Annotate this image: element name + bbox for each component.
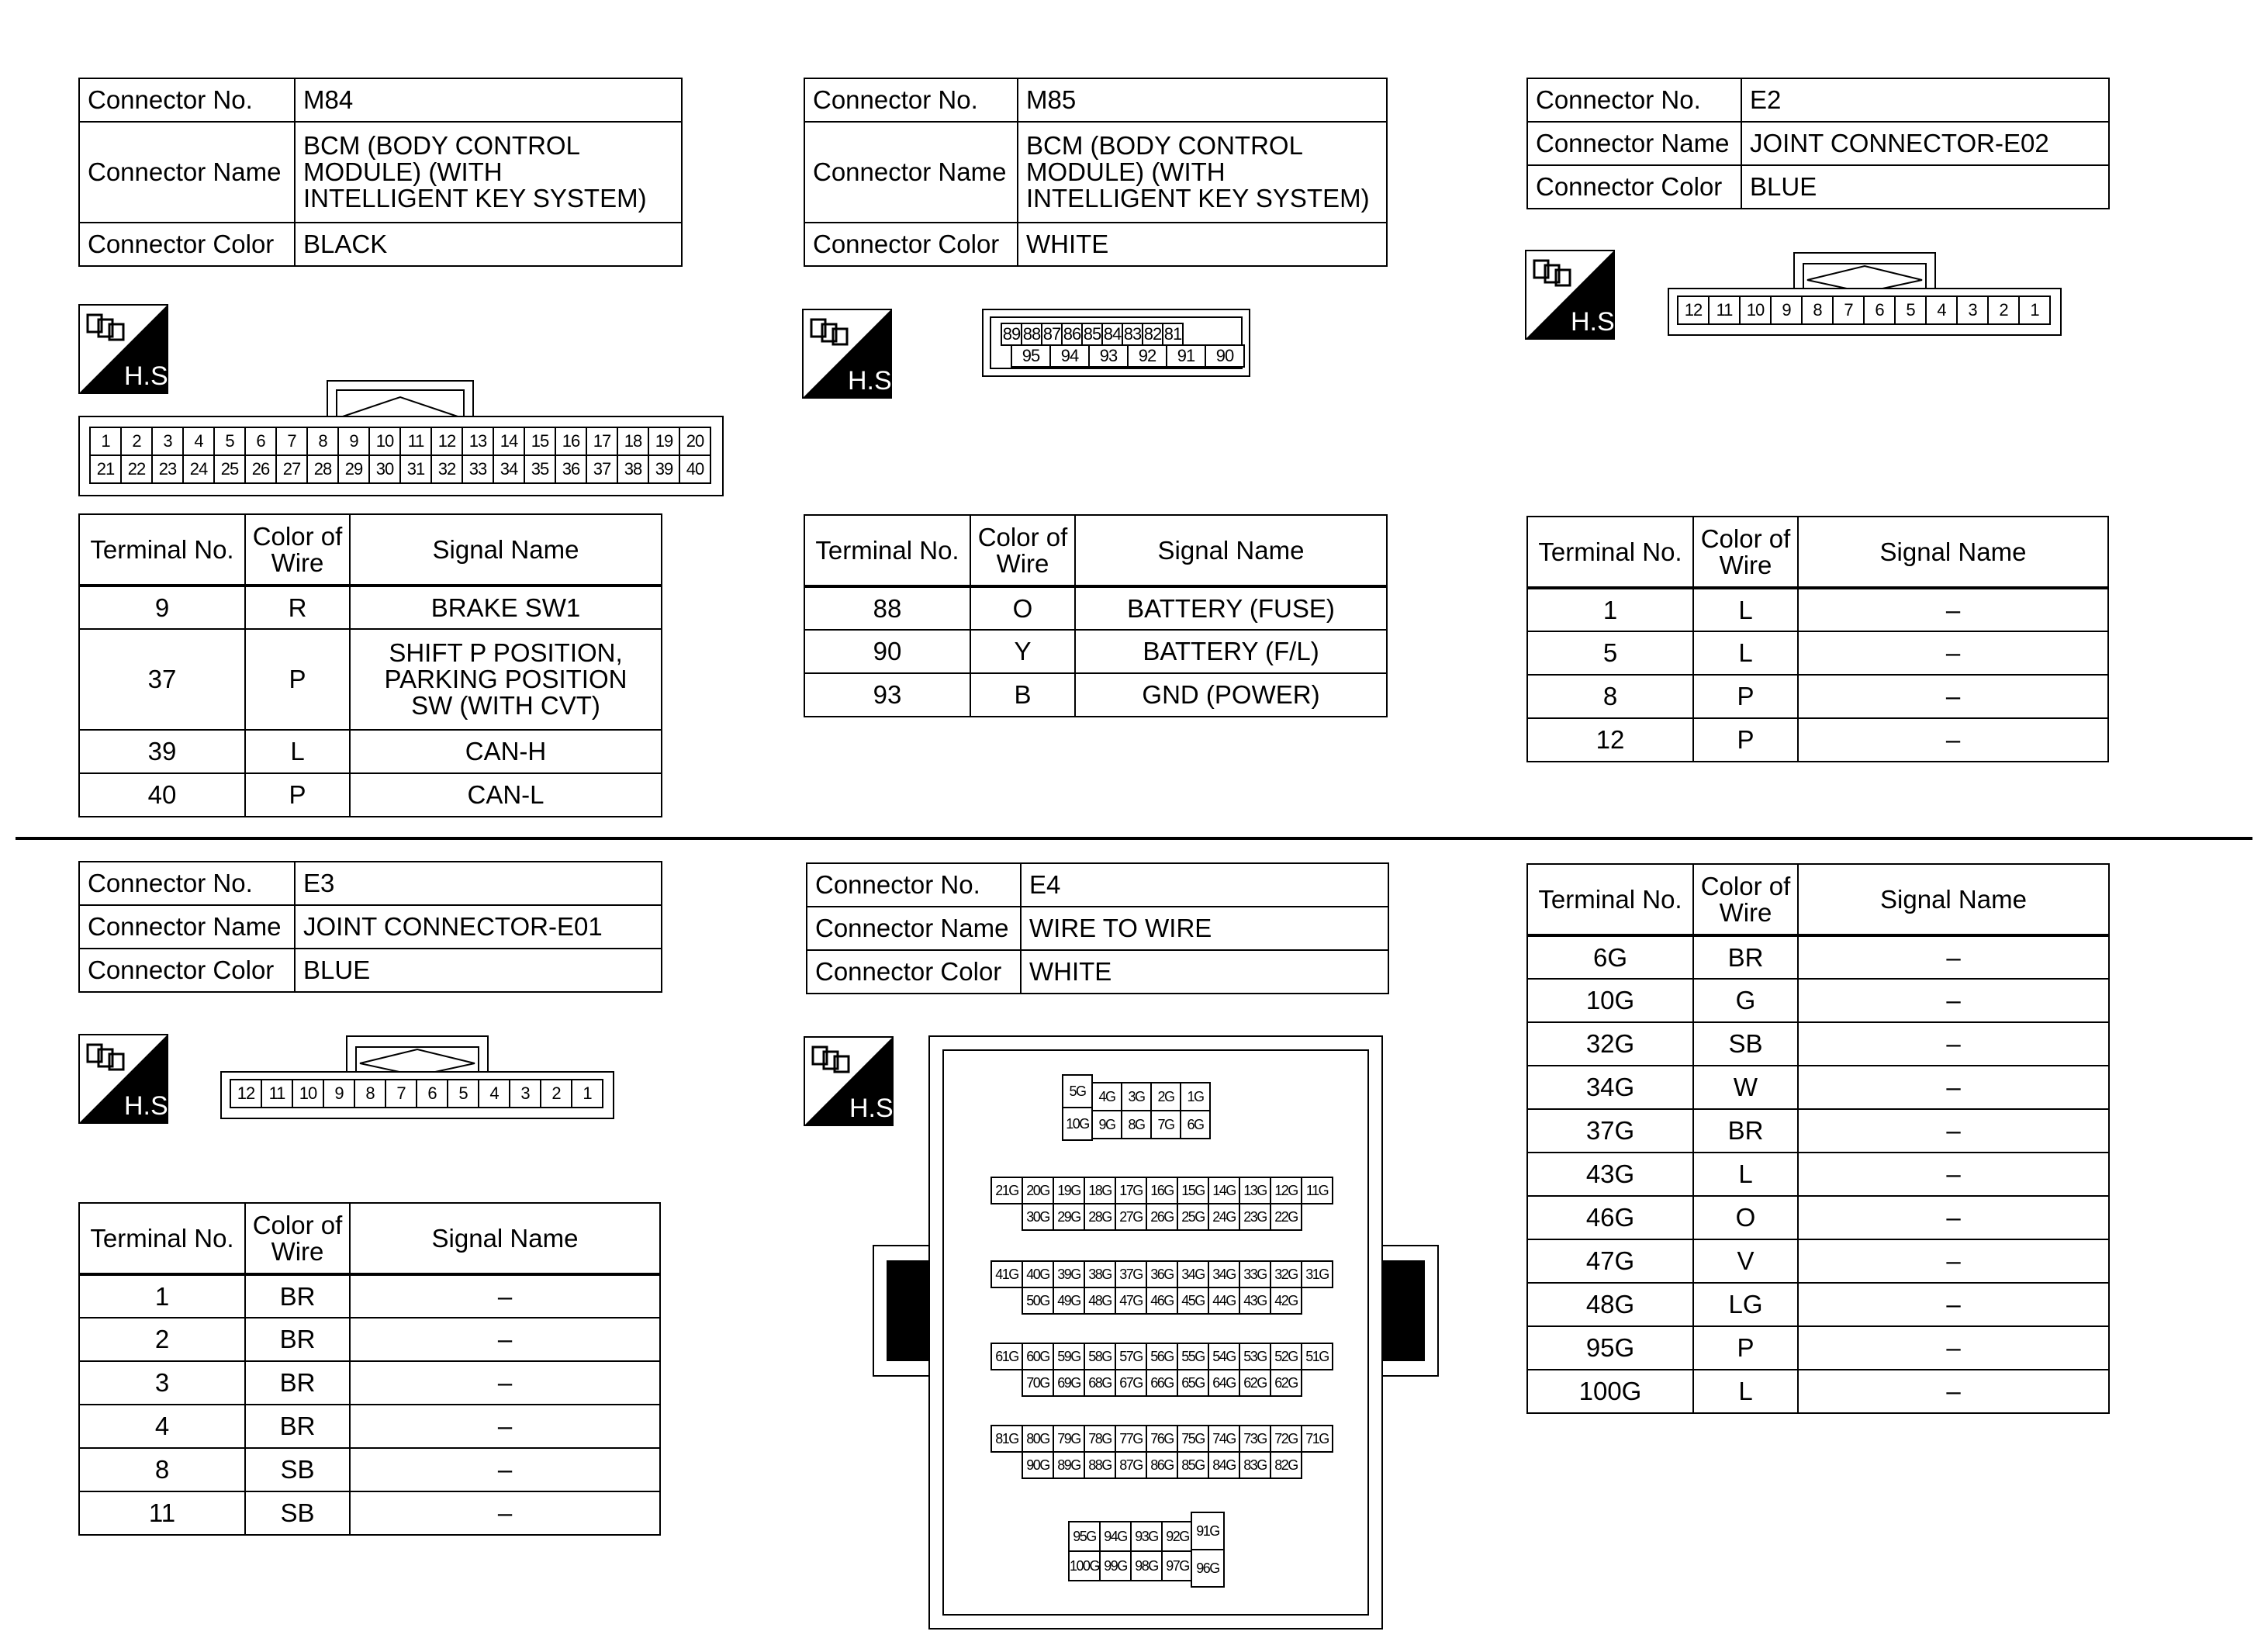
pin-33: 33 <box>462 454 494 484</box>
pin-37G: 37G <box>1115 1260 1147 1288</box>
pin-20G: 20G <box>1022 1177 1054 1204</box>
pin-81: 81 <box>1162 323 1184 346</box>
pin-97G: 97G <box>1161 1550 1194 1581</box>
pin-18G: 18G <box>1084 1177 1116 1204</box>
connector-name-value: BCM (BODY CONTROL MODULE) (WITH INTELLIGENT KEY SYSTEM) <box>295 122 682 223</box>
pin-94G: 94G <box>1099 1521 1132 1552</box>
pin-15G: 15G <box>1177 1177 1209 1204</box>
pin-8: 8 <box>354 1079 386 1108</box>
connector-name-label: Connector Name <box>79 122 295 223</box>
pin-83: 83 <box>1122 323 1143 346</box>
pin-29G: 29G <box>1053 1203 1085 1231</box>
pin-24G: 24G <box>1208 1203 1240 1231</box>
pin-3G: 3G <box>1121 1082 1152 1111</box>
side-tab-right <box>1377 1260 1425 1361</box>
table-row: 12 P – <box>1527 718 2108 762</box>
hs-icon <box>802 309 900 399</box>
pin-90G: 90G <box>1022 1451 1054 1479</box>
pin-12: 12 <box>430 427 463 456</box>
pin-11G: 11G <box>1301 1177 1333 1204</box>
pin-25G: 25G <box>1177 1203 1209 1231</box>
pin-40G: 40G <box>1022 1260 1054 1288</box>
pin-57G: 57G <box>1115 1343 1147 1370</box>
pin-3: 3 <box>151 427 184 456</box>
pin-4G: 4G <box>1091 1082 1122 1111</box>
section-divider <box>16 837 2252 840</box>
pin-7G: 7G <box>1150 1110 1181 1139</box>
pin-27G: 27G <box>1115 1203 1147 1231</box>
pin-8G: 8G <box>1121 1110 1152 1139</box>
table-row: 8 P – <box>1527 675 2108 718</box>
pin-72G: 72G <box>1270 1425 1302 1453</box>
pin-87G: 87G <box>1115 1451 1147 1479</box>
table-row: 43G L – <box>1527 1153 2109 1196</box>
connector-face-e3 <box>220 1035 614 1119</box>
pin-42G: 42G <box>1270 1287 1302 1315</box>
pin-89G: 89G <box>1053 1451 1085 1479</box>
table-row: 88 O BATTERY (FUSE) <box>804 586 1387 630</box>
pin-60G: 60G <box>1022 1343 1054 1370</box>
terminal-table-m85: Terminal No. Color of Wire Signal Name 88 O BATTERY (FUSE) 90 Y BATTERY (F/L) 93 B GND (POWER) <box>804 514 1388 717</box>
pin-6G: 6G <box>1180 1110 1211 1139</box>
pin-29: 29 <box>337 454 370 484</box>
pin-81G: 81G <box>990 1425 1023 1453</box>
signal-name-header: Signal Name <box>350 514 662 586</box>
table-row: 47G V – <box>1527 1239 2109 1283</box>
pin-50G: 50G <box>1022 1287 1054 1315</box>
pin-92: 92 <box>1127 344 1167 368</box>
connector-face-m84 <box>78 380 724 496</box>
pin-25: 25 <box>213 454 246 484</box>
pin-10: 10 <box>368 427 401 456</box>
pin-79G: 79G <box>1053 1425 1085 1453</box>
table-row: 95G P – <box>1527 1326 2109 1370</box>
connector-color-value: BLUE <box>295 949 662 992</box>
pin-91G: 91G <box>1191 1512 1225 1550</box>
table-row: 37G BR – <box>1527 1109 2109 1153</box>
pin-7: 7 <box>275 427 308 456</box>
pin-16: 16 <box>555 427 587 456</box>
pin-24: 24 <box>182 454 215 484</box>
pin-40: 40 <box>679 454 711 484</box>
pin-36: 36 <box>555 454 587 484</box>
pin-2G: 2G <box>1150 1082 1181 1111</box>
pin-9: 9 <box>323 1079 355 1108</box>
connector-info-m84 <box>78 78 683 267</box>
pin-15: 15 <box>524 427 556 456</box>
connector-no-value: M85 <box>1018 78 1387 122</box>
pin-21G: 21G <box>990 1177 1023 1204</box>
table-row: 5 L – <box>1527 631 2108 675</box>
pin-87: 87 <box>1041 323 1063 346</box>
pin-14: 14 <box>493 427 525 456</box>
table-row: 4 BR – <box>79 1405 660 1448</box>
table-row: 1 L – <box>1527 588 2108 631</box>
pin-65G: 65G <box>1177 1369 1209 1397</box>
table-row: 34G W – <box>1527 1066 2109 1109</box>
hs-icon <box>78 1034 176 1124</box>
pin-13: 13 <box>462 427 494 456</box>
table-row: 40 P CAN-L <box>79 773 662 817</box>
pin-84: 84 <box>1101 323 1123 346</box>
pin-39G: 39G <box>1053 1260 1085 1288</box>
terminal-table-m84 <box>78 513 662 817</box>
connector-color-label: Connector Color <box>79 223 295 266</box>
hs-icon <box>1525 250 1623 340</box>
pin-51G: 51G <box>1301 1343 1333 1370</box>
table-row: 11 SB – <box>79 1491 660 1535</box>
connector-face-e4 <box>873 1035 1439 1630</box>
pin-99G: 99G <box>1099 1550 1132 1581</box>
table-row: 32G SB – <box>1527 1022 2109 1066</box>
pin-55G: 55G <box>1177 1343 1209 1370</box>
pin-74G: 74G <box>1208 1425 1240 1453</box>
pin-8: 8 <box>306 427 339 456</box>
pin-9G: 9G <box>1091 1110 1122 1139</box>
pin-2: 2 <box>1987 295 2020 325</box>
pin-20: 20 <box>679 427 711 456</box>
pin-34G: 34G <box>1177 1260 1209 1288</box>
pin-82G: 82G <box>1270 1451 1302 1479</box>
terminal-no-header: Terminal No. <box>79 514 245 586</box>
pin-41G: 41G <box>990 1260 1023 1288</box>
pin-68G: 68G <box>1084 1369 1116 1397</box>
connector-color-value: BLUE <box>1741 165 2109 209</box>
pin-83G: 83G <box>1239 1451 1271 1479</box>
pin-10: 10 <box>292 1079 324 1108</box>
pin-19: 19 <box>648 427 680 456</box>
pin-1: 1 <box>89 427 122 456</box>
pin-93G: 93G <box>1130 1521 1163 1552</box>
svg-text:H.S.: H.S. <box>849 1094 901 1123</box>
connector-name-value: BCM (BODY CONTROL MODULE) (WITH INTELLIGENT KEY SYSTEM) <box>1018 122 1387 223</box>
pin-12: 12 <box>230 1079 262 1108</box>
terminal-table-e2: Terminal No. Color of Wire Signal Name 1 L – 5 L – 8 P – 12 P – <box>1526 516 2109 762</box>
pin-88: 88 <box>1021 323 1042 346</box>
pin-6: 6 <box>244 427 277 456</box>
table-row: 48G LG – <box>1527 1283 2109 1326</box>
pin-66G: 66G <box>1146 1369 1178 1397</box>
connector-no-label: Connector No. <box>79 78 295 122</box>
connector-info-e3: Connector No. E3 Connector Name JOINT CONNECTOR-E01 Connector Color BLUE <box>78 861 662 993</box>
pin-58G: 58G <box>1084 1343 1116 1370</box>
pin-33G: 33G <box>1239 1260 1271 1288</box>
svg-text:H.S.: H.S. <box>847 366 900 396</box>
pin-90: 90 <box>1205 344 1245 368</box>
pin-17: 17 <box>586 427 618 456</box>
pin-21: 21 <box>89 454 122 484</box>
pin-10G: 10G <box>1062 1107 1093 1141</box>
pin-48G: 48G <box>1084 1287 1116 1315</box>
pin-52G: 52G <box>1270 1343 1302 1370</box>
pin-34: 34 <box>493 454 525 484</box>
table-row: 6G BR – <box>1527 935 2109 979</box>
connector-no-value: E3 <box>295 862 662 905</box>
side-tab-left <box>887 1260 935 1361</box>
connector-color-value: WHITE <box>1018 223 1387 266</box>
pin-69G: 69G <box>1053 1369 1085 1397</box>
table-row: 3 BR – <box>79 1361 660 1405</box>
pin-43G: 43G <box>1239 1287 1271 1315</box>
pin-5G: 5G <box>1062 1074 1093 1108</box>
table-row: 10G G – <box>1527 979 2109 1022</box>
table-row: 93 B GND (POWER) <box>804 673 1387 717</box>
pin-100G: 100G <box>1068 1550 1101 1581</box>
pin-45G: 45G <box>1177 1287 1209 1315</box>
pin-70G: 70G <box>1022 1369 1054 1397</box>
pin-62G: 62G <box>1270 1369 1302 1397</box>
table-row: 8 SB – <box>79 1448 660 1491</box>
pin-61G: 61G <box>990 1343 1023 1370</box>
svg-text:H.S.: H.S. <box>123 1091 176 1121</box>
table-row: 2 BR – <box>79 1318 660 1361</box>
table-row: 1 BR – <box>79 1274 660 1318</box>
pin-85G: 85G <box>1177 1451 1209 1479</box>
pin-8: 8 <box>1801 295 1834 325</box>
pin-17G: 17G <box>1115 1177 1147 1204</box>
pin-23G: 23G <box>1239 1203 1271 1231</box>
pin-37: 37 <box>586 454 618 484</box>
pin-39: 39 <box>648 454 680 484</box>
color-of-wire-header: Color of Wire <box>245 514 350 586</box>
pin-6: 6 <box>1863 295 1896 325</box>
pin-1G: 1G <box>1180 1082 1211 1111</box>
pin-1: 1 <box>2018 295 2051 325</box>
connector-info-m85: Connector No. M85 Connector Name BCM (BODY CONTROL MODULE) (WITH INTELLIGENT KEY SYSTEM) Connector Color WHITE <box>804 78 1388 267</box>
pin-34G: 34G <box>1208 1260 1240 1288</box>
pin-30: 30 <box>368 454 401 484</box>
table-row: 9 R BRAKE SW1 <box>79 586 662 629</box>
pin-10: 10 <box>1739 295 1772 325</box>
pin-1: 1 <box>571 1079 603 1108</box>
pin-2: 2 <box>540 1079 572 1108</box>
pin-26: 26 <box>244 454 277 484</box>
pin-31G: 31G <box>1301 1260 1333 1288</box>
table-row: 100G L – <box>1527 1370 2109 1413</box>
terminal-table-e3: Terminal No. Color of Wire Signal Name 1 BR – 2 BR – 3 BR – 4 BR – 8 SB – 11 SB – <box>78 1202 661 1536</box>
pin-5: 5 <box>447 1079 479 1108</box>
pin-23: 23 <box>151 454 184 484</box>
connector-name-value: WIRE TO WIRE <box>1021 907 1388 950</box>
connector-face-e2 <box>1668 252 2062 336</box>
pin-73G: 73G <box>1239 1425 1271 1453</box>
connector-no-value: E4 <box>1021 863 1388 907</box>
pin-2: 2 <box>120 427 153 456</box>
pin-94: 94 <box>1049 344 1090 368</box>
pin-4: 4 <box>478 1079 510 1108</box>
pin-95: 95 <box>1011 344 1051 368</box>
pin-56G: 56G <box>1146 1343 1178 1370</box>
table-row: 39 L CAN-H <box>79 730 662 773</box>
pin-96G: 96G <box>1191 1549 1225 1588</box>
pin-27: 27 <box>275 454 308 484</box>
connector-name-value: JOINT CONNECTOR-E02 <box>1741 122 2109 165</box>
pin-35: 35 <box>524 454 556 484</box>
table-row: 37 P SHIFT P POSITION, PARKING POSITION SW (WITH CVT) <box>79 629 662 730</box>
connector-no-value: E2 <box>1741 78 2109 122</box>
pin-16G: 16G <box>1146 1177 1178 1204</box>
pin-59G: 59G <box>1053 1343 1085 1370</box>
pin-5: 5 <box>213 427 246 456</box>
pin-32: 32 <box>430 454 463 484</box>
pin-3: 3 <box>509 1079 541 1108</box>
pin-3: 3 <box>1956 295 1989 325</box>
connector-name-value: JOINT CONNECTOR-E01 <box>295 905 662 949</box>
pin-49G: 49G <box>1053 1287 1085 1315</box>
pin-36G: 36G <box>1146 1260 1178 1288</box>
pin-31: 31 <box>399 454 432 484</box>
pin-9: 9 <box>1770 295 1803 325</box>
svg-text:H.S.: H.S. <box>1570 307 1623 337</box>
pin-78G: 78G <box>1084 1425 1116 1453</box>
pin-91: 91 <box>1166 344 1206 368</box>
pin-5: 5 <box>1894 295 1927 325</box>
pin-28: 28 <box>306 454 339 484</box>
pin-18: 18 <box>617 427 649 456</box>
pin-7: 7 <box>1832 295 1865 325</box>
pin-22G: 22G <box>1270 1203 1302 1231</box>
pin-46G: 46G <box>1146 1287 1178 1315</box>
table-row: 90 Y BATTERY (F/L) <box>804 630 1387 673</box>
pin-9: 9 <box>337 427 370 456</box>
pin-26G: 26G <box>1146 1203 1178 1231</box>
connector-color-value: BLACK <box>295 223 682 266</box>
pin-11: 11 <box>261 1079 293 1108</box>
pin-98G: 98G <box>1130 1550 1163 1581</box>
pin-67G: 67G <box>1115 1369 1147 1397</box>
pin-13G: 13G <box>1239 1177 1271 1204</box>
connector-info-e2: Connector No. E2 Connector Name JOINT CONNECTOR-E02 Connector Color BLUE <box>1526 78 2110 209</box>
pin-6: 6 <box>416 1079 448 1108</box>
hs-label: H.S. <box>123 361 176 391</box>
pin-11: 11 <box>1708 295 1741 325</box>
pin-95G: 95G <box>1068 1521 1101 1552</box>
pin-47G: 47G <box>1115 1287 1147 1315</box>
pin-88G: 88G <box>1084 1451 1116 1479</box>
pin-86G: 86G <box>1146 1451 1178 1479</box>
pin-12: 12 <box>1677 295 1710 325</box>
pin-86: 86 <box>1061 323 1083 346</box>
pin-7: 7 <box>385 1079 417 1108</box>
pin-19G: 19G <box>1053 1177 1085 1204</box>
pin-62G: 62G <box>1239 1369 1271 1397</box>
pin-12G: 12G <box>1270 1177 1302 1204</box>
pin-80G: 80G <box>1022 1425 1054 1453</box>
pin-4: 4 <box>1925 295 1958 325</box>
pin-85: 85 <box>1081 323 1103 346</box>
connector-no-value: M84 <box>295 78 682 122</box>
table-row: 46G O – <box>1527 1196 2109 1239</box>
pin-4: 4 <box>182 427 215 456</box>
connector-color-value: WHITE <box>1021 950 1388 994</box>
pin-28G: 28G <box>1084 1203 1116 1231</box>
pin-64G: 64G <box>1208 1369 1240 1397</box>
pin-75G: 75G <box>1177 1425 1209 1453</box>
connector-info-e4: Connector No. E4 Connector Name WIRE TO WIRE Connector Color WHITE <box>806 862 1389 994</box>
pin-89: 89 <box>1001 323 1022 346</box>
pin-44G: 44G <box>1208 1287 1240 1315</box>
pin-14G: 14G <box>1208 1177 1240 1204</box>
pin-54G: 54G <box>1208 1343 1240 1370</box>
pin-30G: 30G <box>1022 1203 1054 1231</box>
pin-82: 82 <box>1142 323 1163 346</box>
pin-77G: 77G <box>1115 1425 1147 1453</box>
pin-71G: 71G <box>1301 1425 1333 1453</box>
pin-76G: 76G <box>1146 1425 1178 1453</box>
pin-84G: 84G <box>1208 1451 1240 1479</box>
pin-92G: 92G <box>1161 1521 1194 1552</box>
pin-32G: 32G <box>1270 1260 1302 1288</box>
pin-38: 38 <box>617 454 649 484</box>
pin-93: 93 <box>1088 344 1129 368</box>
pin-11: 11 <box>399 427 432 456</box>
pin-53G: 53G <box>1239 1343 1271 1370</box>
terminal-table-e4: Terminal No. Color of Wire Signal Name 6G BR – 10G G – 32G SB – 34G W – 37G BR – 43G L – 46G O – 47G V – 48G LG – 95G P – 100G L – <box>1526 863 2110 1414</box>
pin-22: 22 <box>120 454 153 484</box>
connector-face-m85 <box>982 309 1250 377</box>
pin-38G: 38G <box>1084 1260 1116 1288</box>
